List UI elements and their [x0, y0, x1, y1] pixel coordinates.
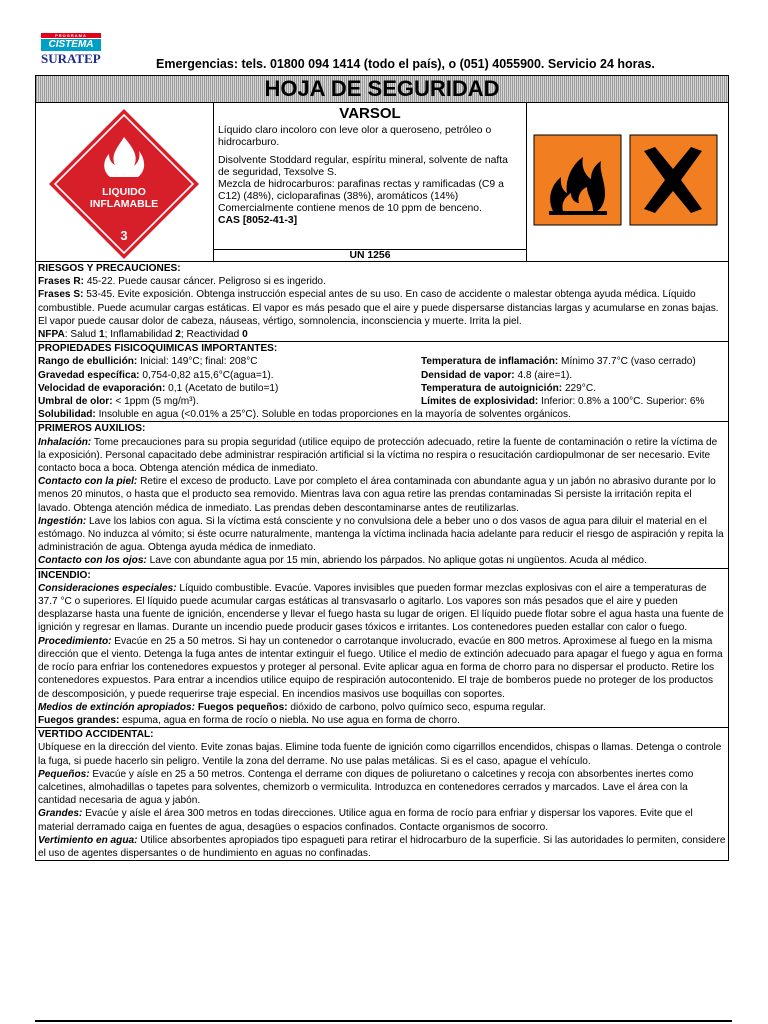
product-desc-4: Comercialmente contiene menos de 10 ppm de benceno. — [218, 203, 482, 214]
x-cross-icon — [630, 135, 717, 225]
nfpa-rating: NFPA: Salud 1; Inflamabilidad 2; Reactividad 0 — [38, 329, 248, 341]
property-row: Límites de explosividad: Inferior: 0.8% a 100°C. Superior: 6% — [421, 396, 705, 408]
fire-considerations: Consideraciones especiales: Líquido combustible. Evacúe. Vapores invisibles que pueden formar mezclas explosivas con el aire a temperaturas de 37.7 °C o superiores. El líquido puede acumular cargas estáticas al transvasarlo o agitarlo. Los vapores son más pesados que el aire y pueden desplazarse hasta una fuente de ignición, encenderse y llevar el fuego hasta su lugar de origen. El líquido puede flotar sobre el agua hasta una fuente de ignición y regresar en llamas. Durante un incendio puede producir gases tóxicos e irritantes. Los contenedores pueden estallar con calor o fuego. — [38, 582, 724, 634]
spill-small: Pequeños: Evacúe y aísle en 25 a 50 metros. Contenga el derrame con diques de poliuretano o calcetines y recoja con absorbentes inertes como calcetines, almohadillas o tapetes para solventes, chemizorb o vermiculita. Introduzca en contenedores cerrados y marcados. Lave el área con la cantidad necesaria de agua y jabón. — [38, 768, 694, 807]
aid-eyes: Contacto con los ojos: Lave con abundante agua por 15 min, abriendo los párpados. No aplique gotas ni ungüentos. Acuda al médico. — [38, 555, 647, 567]
section-propiedades — [36, 342, 728, 422]
frases-s: Frases S: 53-45. Evite exposición. Obtenga instrucción especial antes de su uso. En caso de accidente o malestar obtenga ayuda médica. Líquido combustible. Puede acumular cargas estáticas. El vapor es más pesado que el aire y puede dispersarse distancias largas y acumularse en zonas bajas. El vapor puede causar dolor de cabeza, náuseas, vértigo, somnolencia, inconsciencia y muerte. Irrita la piel. — [38, 289, 719, 327]
property-row: Umbral de olor: < 1ppm (5 mg/m³). — [38, 396, 199, 408]
section-title: PRIMEROS AUXILIOS: — [38, 423, 146, 435]
spill-water: Vertimiento en agua: Utilice absorbentes apropiados tipo espagueti para retirar el hidrocarburo de la superficie. Si las autoridades lo permiten, considere el uso de agentes dispersantes o de hundimiento en aguas no confinadas. — [38, 834, 726, 859]
product-desc-3: Mezcla de hidrocarburos: parafinas rectas y ramificadas (C9 a C12) (48%), cicloparafinas (38%), aromáticos (14%) — [218, 179, 504, 202]
diamond-label-2: INFLAMABLE — [89, 198, 159, 210]
fire-large: Fuegos grandes: espuma, agua en forma de rocío o niebla. No use agua en forma de chorro. — [38, 714, 460, 726]
safety-sheet — [35, 75, 729, 861]
property-row: Temperatura de inflamación: Mínimo 37.7°C (vaso cerrado) — [421, 356, 696, 368]
section-title: INCENDIO: — [38, 569, 91, 581]
logo-suratep-text: SURATEP — [41, 51, 101, 66]
section-riesgos — [36, 262, 728, 342]
logo-cistema-text: CISTEMA — [41, 39, 101, 51]
diamond-class-number: 3 — [120, 228, 128, 243]
solubility: Solubilidad: Insoluble en agua (<0.01% a 25°C). Soluble en todas proporciones en la mayoría de solventes orgánicos. — [38, 409, 571, 421]
fire-procedure: Procedimiento: Evacúe en 25 a 50 metros. Si hay un contenedor o carrotanque involucrado, evacúe en 800 metros. Aproximese al fuego en la misma dirección que el viento. Detenga la fuga antes de intentar extinguir el fuego. Utilice el medio de extinción adecuado para apagar el fuego y agua en forma de rocío para enfriar los contenedores expuestos y proteger al personal. Evite aplicar agua en forma de chorro para no dispersar el producto. Retire los contenedores expuestos. Para entrar a incendios utilice equipo de respiración autocontenido. El traje de bomberos puede no proteger de los productos de descomposición, y puede requerirse traje especial. En incendios masivos use boquillas con soportes. — [38, 635, 723, 700]
product-name: VARSOL — [339, 105, 401, 122]
product-info-cell — [214, 103, 527, 261]
aid-skin: Contacto con la piel: Retire el exceso de producto. Lave por completo el área contaminada con abundante agua y un jabón no abrasivo durante por lo menos 20 minutos, o hasta que el producto sea removido. Mientras lava con agua retire las prendas contaminadas Si persiste la irritación repita el lavado. Obtenga atención médica de inmediato. Las prendas deben descontaminarse antes de reutilizarlas. — [38, 476, 716, 514]
property-row: Temperatura de autoignición: 229°C. — [421, 382, 596, 394]
properties-right — [421, 355, 726, 408]
section-title: PROPIEDADES FISICOQUIMICAS IMPORTANTES: — [38, 343, 278, 355]
emergency-phones: Emergencias: tels. 01800 094 1414 (todo el país), o (051) 4055900. Servicio 24 horas. — [156, 57, 655, 71]
product-desc-2: Disolvente Stoddard regular, espíritu mineral, solvente de nafta de seguridad, Texsolve S. — [218, 155, 508, 178]
hazard-pictograms — [527, 103, 727, 261]
suratep-logo — [41, 33, 101, 73]
spill-intro: Ubíquese en la dirección del viento. Evite zonas bajas. Elimine toda fuente de ignición como cigarrillos encendidos, chispas o llamas. Detenga o controle la fuga, si puede hacerlo sin peligro. Ventile la zona del derrame. No use palas metálicas. Si es el caso, apague el vehículo. — [38, 742, 722, 767]
hazard-symbols-cell — [527, 103, 728, 261]
diamond-label-1: LIQUIDO — [102, 186, 146, 198]
property-row: Rango de ebullición: Inicial: 149°C; final: 208°C — [38, 356, 258, 368]
section-title: VERTIDO ACCIDENTAL: — [38, 729, 154, 741]
property-row: Densidad de vapor: 4.8 (aire=1). — [421, 369, 573, 381]
product-header — [36, 103, 728, 262]
un-number: UN 1256 — [214, 249, 526, 262]
fire-media: Medios de extinción apropiados: Fuegos pequeños: dióxido de carbono, polvo químico seco, espuma regular. — [38, 701, 546, 713]
spill-large: Grandes: Evacúe y aísle el área 300 metros en todas direcciones. Utilice agua en forma de rocío para enfriar y dispersar los vapores. Evite que el material derramado caiga en fuentes de agua, desagües o espacios confinados. Contacte organismos de socorro. — [38, 808, 693, 833]
flame-icon — [534, 135, 621, 225]
aid-ingestion: Ingestión: Lave los labios con agua. Si la víctima está consciente y no convulsiona dele a beber uno o dos vasos de agua para diluir el material en el estómago. No induzca al vómito; si éste ocurre naturalmente, mantenga la víctima inclinada hacia adelante para reducir el riesgo de aspiración y repita la administración de agua. Obtenga ayuda médica de inmediato. — [38, 515, 724, 554]
product-description — [214, 125, 526, 227]
properties-left — [38, 355, 421, 408]
section-vertido — [36, 728, 728, 860]
frases-r: Frases R: 45-22. Puede causar cáncer. Peligroso si es ingerido. — [38, 276, 326, 288]
sheet-title: HOJA DE SEGURIDAD — [36, 76, 728, 103]
flammable-liquid-diamond-icon — [36, 103, 213, 261]
section-incendio — [36, 569, 728, 728]
property-row: Gravedad específica: 0,754-0,82 a15,6°C(agua=1). — [38, 369, 274, 381]
logo-program-text: PROGRAMA — [41, 33, 101, 38]
section-title: RIESGOS Y PRECAUCIONES: — [38, 263, 181, 274]
hazard-diamond-cell — [36, 103, 214, 261]
product-cas: CAS [8052-41-3] — [218, 215, 298, 226]
product-desc-1: Líquido claro incoloro con leve olor a queroseno, petróleo o hidrocarburo. — [218, 125, 492, 148]
property-row: Velocidad de evaporación: 0,1 (Acetato de butilo=1) — [38, 382, 279, 394]
footer-divider — [35, 1020, 732, 1022]
aid-inhalation: Inhalación: Tome precauciones para su propia seguridad (utilice equipo de protección adecuado, retire la fuente de contaminación o retire la víctima de la exposición). Personal capacitado debe administrar respiración artificial si la víctima no respira o resucitación cardiopulmonar de ser necesario. Evite contacto boca a boca. Obtenga atención médica de inmediato. — [38, 436, 718, 475]
section-auxilios — [36, 422, 728, 568]
